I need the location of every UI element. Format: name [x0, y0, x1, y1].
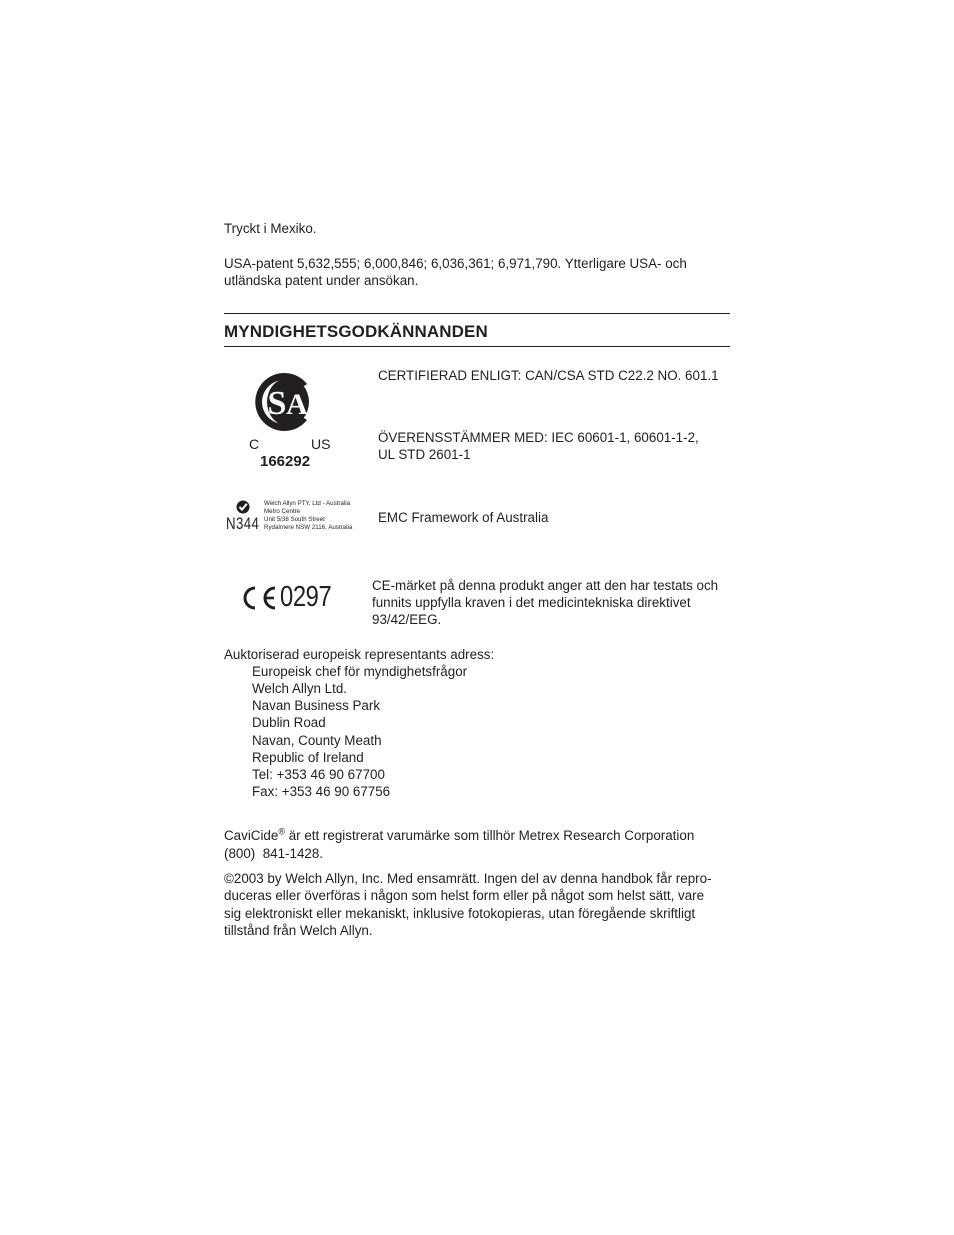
eu-rep-line: Republic of Ireland [252, 750, 364, 765]
ce-text-line-3: 93/42/EEG. [372, 612, 442, 627]
c-tick-mark-icon [236, 500, 250, 514]
ce-mark-icon [238, 585, 278, 611]
ce-text-line-2: funnits uppfylla kraven i det medicintekniska direktivet [372, 595, 691, 610]
emc-text: EMC Framework of Australia [378, 510, 549, 525]
ctick-mark [224, 498, 369, 536]
ctick-address-line: Rydalmere NSW 2116, Australia [264, 524, 353, 531]
eu-rep-line: Tel: +353 46 90 67700 [252, 767, 385, 782]
compliance-line-1: ÖVERENSSTÄMMER MED: IEC 60601-1, 60601-1-2, [378, 430, 699, 445]
ctick-address-line: Welch Allyn PTY, Ltd - Australia [264, 500, 351, 507]
eu-rep-intro: Auktoriserad europeisk representants adress: [224, 647, 495, 662]
svg-text:S: S [267, 385, 287, 422]
copyright-line-1: ©2003 by Welch Allyn, Inc. Med ensamrätt. Ingen del av denna handbok får repro- [224, 871, 712, 886]
registered-symbol: ® [278, 826, 285, 837]
trademark-rest: är ett registrerat varumärke som tillhör Metrex Research Corporation [284, 828, 695, 843]
heading-rule-top [224, 313, 730, 314]
patents-line-2: utländska patent under ansökan. [224, 273, 419, 288]
ce-mark [238, 582, 348, 616]
eu-rep-line: Navan, County Meath [252, 733, 382, 748]
eu-rep-line: Fax: +353 46 90 67756 [252, 784, 391, 799]
section-heading: MYNDIGHETSGODKÄNNANDEN [224, 322, 488, 341]
copyright-line-3: sig elektroniskt eller mekaniskt, inklusive fotokopieras, utan föregående skriftligt [224, 906, 696, 921]
copyright-line-2: duceras eller överföras i någon som helst form eller på något som helst sätt, vare [224, 888, 705, 903]
eu-rep-line: Welch Allyn Ltd. [252, 681, 348, 696]
trademark-name: CaviCide [224, 828, 279, 843]
csa-certification-mark-icon [252, 370, 316, 434]
csa-number: 166292 [260, 453, 311, 470]
ctick-address-line: Metro Centre [264, 508, 301, 515]
ctick-address [264, 500, 352, 532]
copyright-line-4: tillstånd från Welch Allyn. [224, 923, 373, 938]
certified-text: CERTIFIERAD ENLIGT: CAN/CSA STD C22.2 NO. 601.1 [378, 368, 719, 383]
csa-right-label: US [311, 436, 331, 452]
trademark-line-1 [224, 827, 694, 844]
heading-rule-bottom [224, 346, 730, 347]
ctick-address-line: Unit 5/38 South Street [264, 516, 325, 523]
eu-rep-line: Dublin Road [252, 715, 326, 730]
eu-rep-line: Navan Business Park [252, 698, 381, 713]
csa-logo [244, 368, 344, 470]
ce-number: 0297 [280, 581, 332, 613]
printed-in-text: Tryckt i Mexiko. [224, 221, 317, 236]
svg-text:A: A [286, 388, 308, 421]
ctick-code: N344 [226, 514, 260, 533]
compliance-line-2: UL STD 2601-1 [378, 447, 471, 462]
eu-rep-line: Europeisk chef för myndighetsfrågor [252, 664, 468, 679]
trademark-line-2: (800) 841-1428. [224, 846, 324, 861]
ce-text-line-1: CE-märket på denna produkt anger att den har testats och [372, 578, 719, 593]
patents-line-1: USA-patent 5,632,555; 6,000,846; 6,036,361; 6,971,790. Ytterligare USA- och [224, 256, 687, 271]
csa-left-label: C [249, 436, 260, 452]
